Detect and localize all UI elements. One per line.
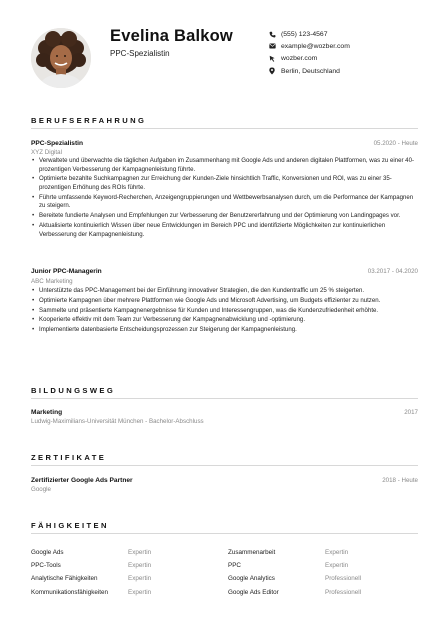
skill-name: PPC xyxy=(228,562,241,570)
contact-website xyxy=(268,53,350,65)
skill-name: Google Analytics xyxy=(228,575,275,583)
job-bullets xyxy=(31,287,419,336)
portrait-photo xyxy=(31,28,91,88)
contact-list xyxy=(268,28,350,77)
job-title: Junior PPC-Managerin xyxy=(31,268,102,275)
skill-name: Kommunikationsfähigkeiten xyxy=(31,588,109,596)
education-degree: Marketing xyxy=(31,409,63,416)
section-divider xyxy=(31,398,418,399)
skill-row xyxy=(31,546,418,559)
skill-name: Google Ads xyxy=(31,549,64,557)
contact-location-text: Berlin, Deutschland xyxy=(281,67,340,75)
skill-name: Google Ads Editor xyxy=(228,588,279,596)
candidate-role: PPC-Spezialistin xyxy=(110,49,170,58)
education-school: Ludwig-Maximilians-Universität München - Bachelor-Abschluss xyxy=(31,418,204,425)
job-bullets xyxy=(31,157,419,240)
skill-row xyxy=(31,559,418,572)
job-date: 05.2020 - Heute xyxy=(373,140,418,147)
job-company: XYZ Digital xyxy=(31,149,62,156)
skill-level: Expertin xyxy=(128,588,152,596)
job-bullet: • Implementierte datenbasierte Entscheidungsprozessen zur Steigerung der Kampagnenleistung. xyxy=(31,326,419,335)
skills-grid xyxy=(31,546,418,599)
location-icon xyxy=(268,67,276,75)
skill-level: Professionell xyxy=(325,575,362,583)
job-bullet: • Optimierte Kampagnen über mehrere Plattformen wie Google Ads und Microsoft Advertising, um Budgets effizienter zu nutzen. xyxy=(31,297,419,306)
education-date: 2017 xyxy=(404,409,418,416)
section-divider xyxy=(31,465,418,466)
skill-row xyxy=(31,572,418,585)
job-company: ABC Marketing xyxy=(31,278,73,285)
skill-row xyxy=(31,586,418,599)
job-bullet: • Sammelte und präsentierte Kampagnenergebnisse für Kunden und Interessengruppen, was die Kundenzufriedenheit erhöhte. xyxy=(31,307,419,316)
job-title: PPC-Spezialistin xyxy=(31,140,84,147)
job-bullet: • Kooperierte effektiv mit dem Team zur Verbesserung der Kampagnenabwicklung und -optimierung. xyxy=(31,316,419,325)
section-title-skills: FÄHIGKEITEN xyxy=(31,521,109,530)
skill-level: Expertin xyxy=(128,575,152,583)
contact-phone xyxy=(268,28,350,40)
avatar xyxy=(31,28,91,88)
skill-name: PPC-Tools xyxy=(31,562,61,570)
section-title-certificates: ZERTIFIKATE xyxy=(31,453,107,462)
job-date: 03.2017 - 04.2020 xyxy=(367,268,418,275)
certificate-name: Zertifizierter Google Ads Partner xyxy=(31,477,133,484)
section-divider xyxy=(31,128,418,129)
certificate-issuer: Google xyxy=(31,486,51,493)
skill-name: Analytische Fähigkeiten xyxy=(31,575,98,583)
skill-name: Zusammenarbeit xyxy=(228,549,276,557)
job-bullet: • Führte umfassende Keyword-Recherchen, Anzeigengruppierungen und Wettbewerbsanalysen durch, um die Performance der Kampagnen zu steigern. xyxy=(31,194,419,211)
contact-email-text[interactable]: example@wozber.com xyxy=(281,42,350,50)
mail-icon xyxy=(268,42,276,50)
contact-email xyxy=(268,40,350,52)
certificate-date: 2018 - Heute xyxy=(382,477,418,484)
contact-phone-text[interactable]: (555) 123-4567 xyxy=(281,30,328,38)
contact-website-text[interactable]: wozber.com xyxy=(281,55,318,63)
section-divider xyxy=(31,533,418,534)
link-icon xyxy=(268,55,276,63)
job-bullet: • Unterstützte das PPC-Management bei der Einführung innovativer Strategien, die den Kundentraffic um 25 % steigerten. xyxy=(31,287,419,296)
skill-level: Professionell xyxy=(325,588,362,596)
skill-level: Expertin xyxy=(325,562,349,570)
skill-level: Expertin xyxy=(128,562,152,570)
job-bullet: • Aktualisierte kontinuierlich Wissen über neue Entwicklungen im Bereich PPC und identifizierte Möglichkeiten zur kontinuierlichen Verbesserung der Kampagnenleistung. xyxy=(31,222,419,239)
job-bullet: • Optimierte bezahlte Suchkampagnen zur Erreichung der Kunden-Ziele hinsichtlich Traffic, Konversionen und ROI, was zu einer 35-prozentigen Erhöhung des ROIs führte. xyxy=(31,175,419,192)
section-title-experience: BERUFSERFAHRUNG xyxy=(31,116,147,125)
skill-level: Expertin xyxy=(325,549,349,557)
section-title-education: BILDUNGSWEG xyxy=(31,386,116,395)
phone-icon xyxy=(268,30,276,38)
job-bullet: • Bereitete fundierte Analysen und Empfehlungen zur Verbesserung der Benutzererfahrung und der Optimierung von Landingpages vor. xyxy=(31,212,419,221)
contact-location xyxy=(268,65,350,77)
skill-level: Expertin xyxy=(128,549,152,557)
candidate-name: Evelina Balkow xyxy=(110,27,233,45)
job-bullet: • Verwaltete und überwachte die täglichen Aufgaben im Zusammenhang mit Google Ads und anderen digitalen Plattformen, was zu einer 40-prozentigen Verbesserung der Kampagnenleistung führte. xyxy=(31,157,419,174)
